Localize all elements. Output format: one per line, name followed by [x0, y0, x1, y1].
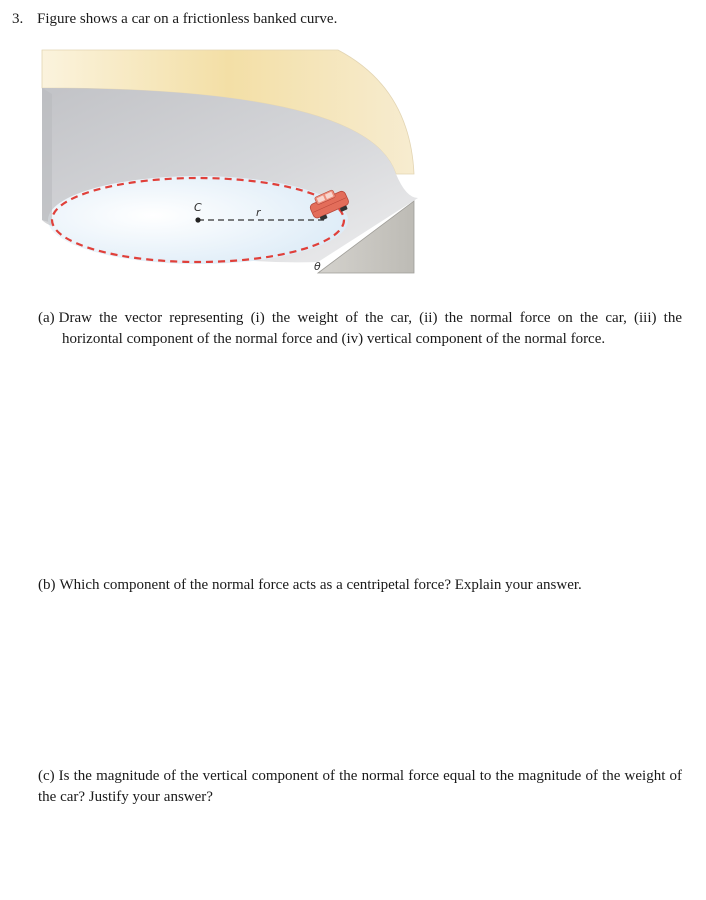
part-a-label: (a)	[38, 310, 55, 326]
angle-label: θ	[314, 260, 321, 273]
radius-label: r	[256, 206, 261, 219]
question-number: 3.	[12, 11, 24, 27]
question-text: Figure shows a car on a frictionless banked curve.	[37, 11, 338, 27]
part-b-label: (b)	[38, 577, 56, 593]
part-c-label: (c)	[38, 768, 55, 784]
part-b	[38, 575, 682, 596]
part-c	[38, 766, 682, 808]
center-point	[195, 217, 200, 222]
part-c-text: Is the magnitude of the vertical component of the normal force equal to the magnitude of the weight of the car? Justify your answer?	[38, 768, 682, 805]
question-header	[12, 9, 337, 29]
banked-curve-figure	[38, 48, 424, 280]
part-b-text: Which component of the normal force acts as a centripetal force? Explain your answer.	[59, 577, 582, 593]
part-a-text: Draw the vector representing (i) the weight of the car, (ii) the normal force on the car, (iii) the horizontal component of the normal force and (iv) vertical component of the normal force.	[58, 310, 682, 347]
center-label: C	[194, 201, 202, 214]
part-a	[38, 308, 682, 350]
